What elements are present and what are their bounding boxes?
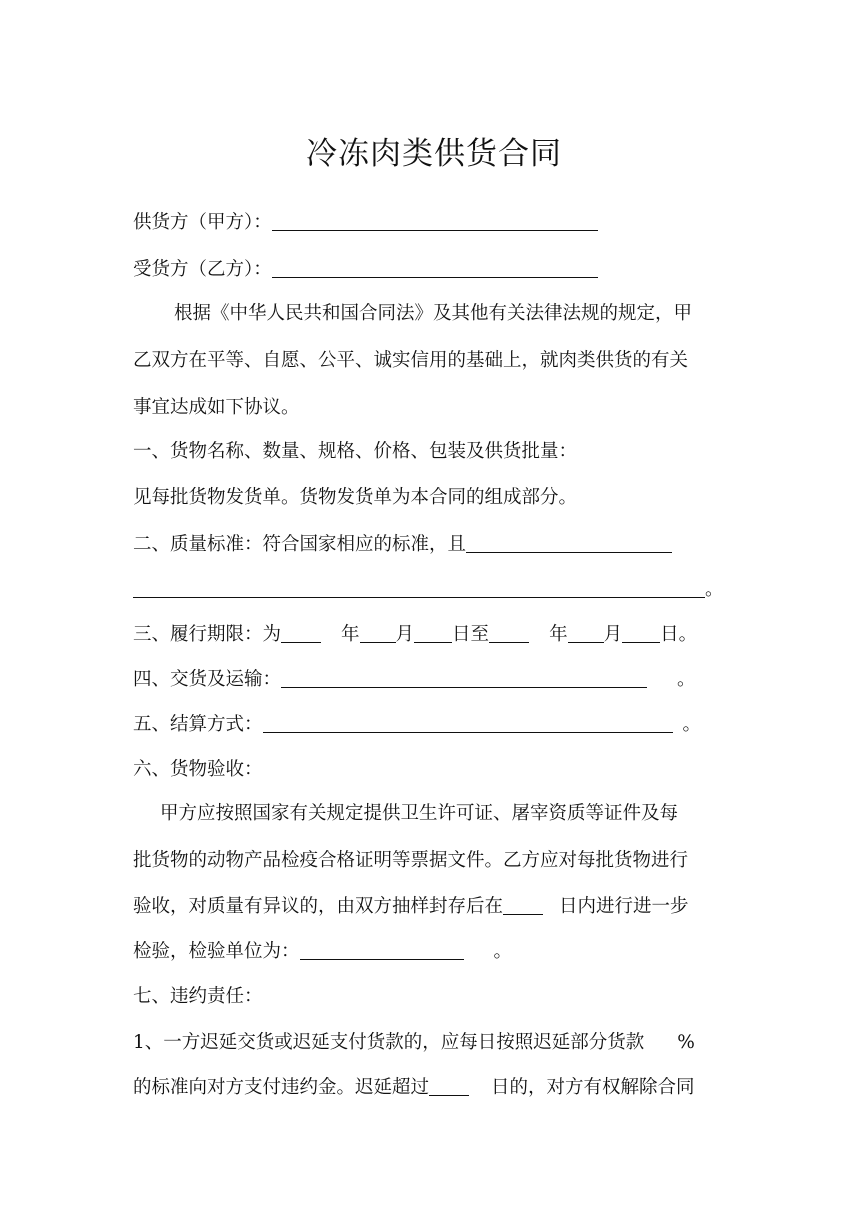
section-4-heading: 四、交货及运输： [133, 669, 282, 690]
document-title: 冷冻肉类供货合同 [306, 136, 562, 172]
end-year-blank [489, 622, 529, 643]
section-5-line [133, 711, 701, 739]
section-6-line-4b: 。 [493, 941, 513, 962]
start-day-label: 日至 [452, 624, 490, 645]
preamble-line-1: 根据《中华人民共和国合同法》及其他有关法律法规的规定，甲 [174, 303, 693, 324]
section-7-clause-2 [133, 1074, 695, 1102]
preamble-line-2: 乙双方在平等、自愿、公平、诚实信用的基础上，就肉类供货的有关 [133, 350, 689, 371]
section-6-line-3a: 验收，对质量有异议的，由双方抽样封存后在 [133, 896, 504, 917]
party-a-label: 供货方（甲方）： [133, 212, 272, 233]
inspection-days-blank [503, 894, 543, 915]
section-7-clause-1a: 1、一方迟延交货或迟延支付货款的，应每日按照迟延部分货款 [133, 1032, 645, 1053]
section-7-clause-2b: 日的，对方有权解除合同 [491, 1077, 695, 1098]
party-a-blank [272, 210, 598, 231]
end-day-blank [622, 622, 660, 643]
section-7-heading: 七、违约责任： [133, 986, 263, 1007]
party-b-line [133, 256, 598, 284]
quality-blank-1 [466, 532, 672, 553]
section-3-line [133, 621, 697, 649]
section-7-clause-2a: 的标准向对方支付违约金。迟延超过 [133, 1077, 430, 1098]
end-year-label: 年 [549, 624, 568, 645]
penalty-percent-sign: % [677, 1032, 695, 1053]
section-5-end: 。 [682, 714, 702, 735]
section-6-line-1: 甲方应按照国家有关规定提供卫生许可证、屠宰资质等证件及每 [160, 803, 679, 824]
section-4-line [133, 666, 696, 694]
inspection-unit-blank [300, 939, 464, 960]
section-5-heading: 五、结算方式： [133, 714, 263, 735]
section-2-heading: 二、质量标准：符合国家相应的标准，且 [133, 534, 467, 555]
start-year-blank [281, 622, 321, 643]
preamble-line-3: 事宜达成如下协议。 [133, 397, 300, 418]
start-month-blank [360, 622, 396, 643]
party-b-blank [272, 257, 598, 278]
section-1-body: 见每批货物发货单。货物发货单为本合同的组成部分。 [133, 487, 578, 508]
section-6-line-2: 批货物的动物产品检疫合格证明等票据文件。乙方应对每批货物进行 [133, 850, 689, 871]
start-year-label: 年 [341, 624, 360, 645]
section-6-line-4a: 检验，检验单位为： [133, 941, 300, 962]
section-4-end: 。 [677, 669, 696, 690]
end-month-label: 月 [603, 624, 623, 645]
section-6-heading: 六、货物验收： [133, 759, 263, 780]
quality-blank-2 [133, 577, 705, 598]
section-6-line-3 [133, 893, 689, 921]
end-day-label: 日。 [660, 624, 698, 645]
start-month-label: 月 [395, 624, 415, 645]
delivery-blank [281, 667, 647, 688]
section-1-heading: 一、货物名称、数量、规格、价格、包装及供货批量： [133, 441, 578, 462]
section-6-line-4 [133, 938, 512, 966]
section-7-clause-1 [133, 1029, 695, 1057]
overdue-days-blank [429, 1075, 469, 1096]
settlement-blank [263, 712, 673, 733]
section-3-heading: 三、履行期限：为 [133, 624, 282, 645]
section-2-line [133, 531, 672, 559]
end-month-blank [568, 622, 604, 643]
start-day-blank [414, 622, 452, 643]
party-b-label: 受货方（乙方）： [133, 259, 272, 280]
party-a-line [133, 209, 598, 237]
section-6-line-3b: 日内进行进一步 [559, 896, 689, 917]
section-2-line-2 [133, 576, 724, 604]
section-2-end: 。 [705, 579, 724, 600]
